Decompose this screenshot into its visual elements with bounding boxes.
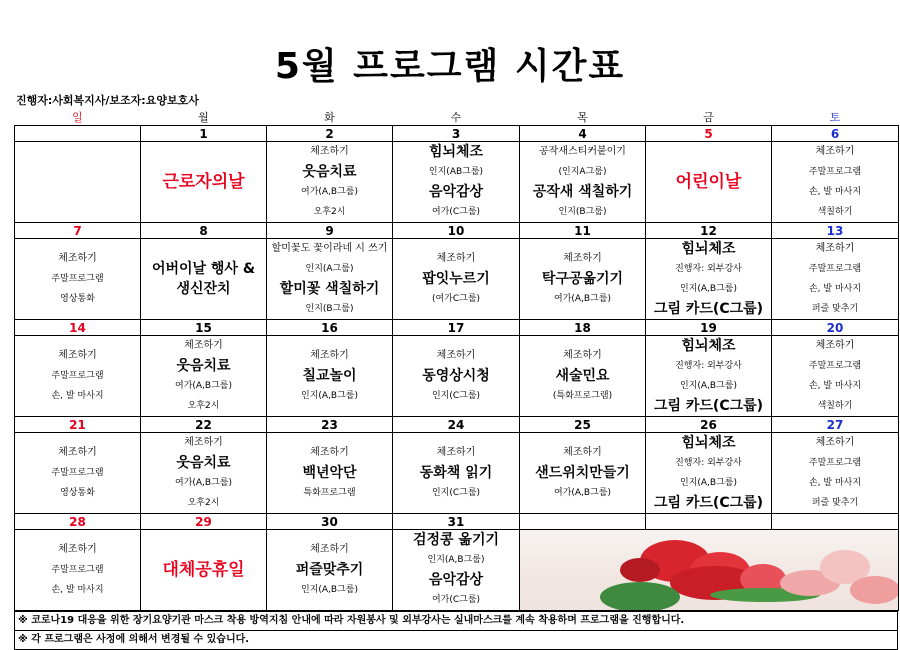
program-cell <box>393 336 520 417</box>
program-cell <box>646 433 772 514</box>
program-cell <box>520 433 646 514</box>
staff-line: 진행자:사회복지사/보조자:요양보호사 <box>16 94 199 107</box>
weekday-thu: 목 <box>520 109 646 126</box>
program-cell <box>141 433 267 514</box>
program-line: 인지(A,B그룹) <box>301 391 358 401</box>
program-line: 체조하기 <box>815 340 855 351</box>
date-number: 22 <box>141 417 267 433</box>
program-line: 주말프로그램 <box>808 264 862 274</box>
program-cell <box>267 530 393 611</box>
program-cell <box>15 530 141 611</box>
program-line: 오후2시 <box>187 401 220 411</box>
program-line: 여가(A,B그룹) <box>301 187 358 197</box>
date-number: 15 <box>141 320 267 336</box>
program-line: (특화프로그램) <box>552 391 613 401</box>
program-cell <box>15 433 141 514</box>
program-cell <box>141 530 267 611</box>
weekday-mon: 월 <box>141 109 267 126</box>
program-line: 음악감상 <box>428 184 484 200</box>
note-2: ※ 각 프로그램은 사정에 의해서 변경될 수 있습니다. <box>14 631 898 650</box>
program-line: 인지(B그룹) <box>558 207 607 217</box>
program-line: 체조하기 <box>310 447 349 458</box>
program-cell <box>393 433 520 514</box>
program-line: 주말프로그램 <box>808 167 862 177</box>
program-line: 손, 발 마사지 <box>808 187 862 197</box>
program-line: 인지(A,B그룹) <box>680 284 737 294</box>
date-number: 29 <box>141 514 267 530</box>
date-number: 30 <box>267 514 393 530</box>
weekday-sun: 일 <box>15 109 141 126</box>
program-line: 퍼즐 맞추기 <box>811 304 859 314</box>
program-line: 여가(A,B그룹) <box>175 478 232 488</box>
program-line: 인지(A,B그룹) <box>301 585 358 595</box>
program-line: 주말프로그램 <box>51 565 104 575</box>
program-line: 인지(A,B그룹) <box>427 555 485 565</box>
program-line: 힘뇌체조 <box>681 338 736 354</box>
program-line: 체조하기 <box>184 340 223 351</box>
program-line: 퍼즐맞추기 <box>295 562 364 578</box>
program-line: 주말프로그램 <box>51 468 104 478</box>
program-line: 특화프로그램 <box>303 488 356 498</box>
holiday-label: 대체공휴일 <box>162 560 245 580</box>
program-line: 손, 발 마사지 <box>51 585 104 595</box>
flower-petal <box>620 558 660 582</box>
date-number: 5 <box>646 126 772 142</box>
weekday-tue: 화 <box>267 109 393 126</box>
program-line: 체조하기 <box>310 544 349 555</box>
date-number: 2 <box>267 126 393 142</box>
date-number <box>520 514 646 530</box>
program-line: 진행자: 외부강사 <box>675 458 742 468</box>
program-line: 생신잔치 <box>176 281 231 297</box>
program-line: 손, 발 마사지 <box>808 381 862 391</box>
date-number: 21 <box>15 417 141 433</box>
page-title: 5월 프로그램 시간표 <box>274 46 626 87</box>
program-line: 여가(A,B그룹) <box>175 381 232 391</box>
date-number: 25 <box>520 417 646 433</box>
program-cell <box>141 239 267 320</box>
date-number: 7 <box>15 223 141 239</box>
program-line: 여가(C그룹) <box>431 595 481 605</box>
program-line: 인지(C그룹) <box>431 391 481 401</box>
program-line: 할미꽃 색칠하기 <box>279 281 380 297</box>
date-number: 28 <box>15 514 141 530</box>
program-line: 팝잇누르기 <box>422 271 490 287</box>
date-row <box>15 417 899 433</box>
program-line: 인지(A,B그룹) <box>680 381 737 391</box>
program-line: 영상통화 <box>60 488 95 498</box>
program-line: 체조하기 <box>58 350 97 361</box>
program-line: 그림 카드(C그룹) <box>653 398 764 414</box>
date-number: 14 <box>15 320 141 336</box>
program-line: 인지(A그룹) <box>305 264 354 274</box>
program-cell <box>646 142 772 223</box>
program-line: 그림 카드(C그룹) <box>653 301 764 317</box>
program-line: 웃음치료 <box>302 164 357 180</box>
program-line: 체조하기 <box>58 253 97 264</box>
program-line: 퍼즐 맞추기 <box>811 498 859 508</box>
program-row <box>15 239 899 320</box>
program-cell <box>772 142 899 223</box>
notes <box>14 611 898 650</box>
program-line: 영상통화 <box>60 294 95 304</box>
program-line: 주말프로그램 <box>808 361 862 371</box>
program-line: 체조하기 <box>815 437 855 448</box>
program-cell <box>393 530 520 611</box>
program-line: 체조하기 <box>58 544 97 555</box>
program-line: 샌드위치만들기 <box>535 465 630 481</box>
program-line: 공작새 색칠하기 <box>532 184 633 200</box>
date-number: 9 <box>267 223 393 239</box>
date-number: 4 <box>520 126 646 142</box>
program-line: 백년악단 <box>302 465 357 481</box>
program-cell <box>15 142 141 223</box>
program-line: 인지(B그룹) <box>305 304 354 314</box>
date-number: 17 <box>393 320 520 336</box>
program-cell <box>772 239 899 320</box>
date-number: 20 <box>772 320 899 336</box>
program-cell <box>267 336 393 417</box>
program-line: 손, 발 마사지 <box>808 478 862 488</box>
program-line: 음악감상 <box>428 572 484 588</box>
program-line: 체조하기 <box>310 146 349 157</box>
program-line: (여가C그룹) <box>431 294 481 304</box>
date-number: 23 <box>267 417 393 433</box>
carnation-flowers-image <box>520 530 898 610</box>
schedule-table <box>14 109 899 611</box>
program-line: 동영상시청 <box>422 368 490 384</box>
program-line: 칠교놀이 <box>302 368 357 384</box>
program-line: 웃음치료 <box>176 358 231 374</box>
holiday-label: 근로자의날 <box>162 172 245 192</box>
weekday-sat: 토 <box>772 109 899 126</box>
date-row <box>15 514 899 530</box>
program-line: 체조하기 <box>563 447 602 458</box>
program-line: 힘뇌체조 <box>681 435 736 451</box>
program-line: 체조하기 <box>436 350 476 361</box>
program-line: 힘뇌체조 <box>428 144 484 160</box>
program-line: 체조하기 <box>436 447 476 458</box>
program-line: 인지(AB그룹) <box>428 167 484 177</box>
program-line: 힘뇌체조 <box>681 241 736 257</box>
program-line: 탁구공옮기기 <box>541 271 624 287</box>
program-row <box>15 142 899 223</box>
program-cell <box>520 336 646 417</box>
date-number: 31 <box>393 514 520 530</box>
date-number: 8 <box>141 223 267 239</box>
program-line: 할미꽃도 꽃이라네 시 쓰기 <box>271 243 388 254</box>
date-number: 19 <box>646 320 772 336</box>
program-cell <box>141 336 267 417</box>
program-line: (인지A그룹) <box>558 167 607 177</box>
program-line: 주말프로그램 <box>51 274 104 284</box>
program-line: 검정콩 옮기기 <box>412 532 500 548</box>
date-number: 13 <box>772 223 899 239</box>
program-line: 그림 카드(C그룹) <box>653 495 764 511</box>
program-line: 여가(A,B그룹) <box>554 488 611 498</box>
weekday-wed: 수 <box>393 109 520 126</box>
program-line: 체조하기 <box>815 146 855 157</box>
program-line: 오후2시 <box>313 207 346 217</box>
date-number: 16 <box>267 320 393 336</box>
date-number: 6 <box>772 126 899 142</box>
program-cell <box>772 433 899 514</box>
date-number <box>15 126 141 142</box>
program-cell <box>520 530 899 611</box>
program-cell <box>393 142 520 223</box>
program-cell <box>772 336 899 417</box>
date-row <box>15 223 899 239</box>
date-number: 27 <box>772 417 899 433</box>
weekday-header-row <box>15 109 899 126</box>
program-line: 여가(C그룹) <box>431 207 481 217</box>
note-1: ※ 코로나19 대응을 위한 장기요양기관 마스크 착용 방역지침 안내에 따라 자원봉사 및 외부강사는 실내마스크를 계속 착용하며 프로그램을 진행합니다. <box>14 611 898 631</box>
program-line: 주말프로그램 <box>51 371 104 381</box>
program-line: 공작새스티커붙이기 <box>539 146 626 157</box>
program-line: 인지(A,B그룹) <box>680 478 737 488</box>
holiday-label: 어린이날 <box>675 172 742 192</box>
program-line: 진행자: 외부강사 <box>675 361 742 371</box>
program-line: 체조하기 <box>310 350 349 361</box>
program-line: 진행자: 외부강사 <box>675 264 742 274</box>
date-number: 12 <box>646 223 772 239</box>
flower-petal <box>600 582 680 610</box>
program-line: 여가(A,B그룹) <box>554 294 611 304</box>
date-row <box>15 126 899 142</box>
date-number: 11 <box>520 223 646 239</box>
program-cell <box>267 142 393 223</box>
date-number <box>646 514 772 530</box>
date-row <box>15 320 899 336</box>
program-cell <box>646 336 772 417</box>
program-cell <box>520 142 646 223</box>
program-line: 체조하기 <box>184 437 223 448</box>
program-cell <box>267 433 393 514</box>
program-line: 동화책 읽기 <box>419 465 493 481</box>
program-cell <box>646 239 772 320</box>
weekday-fri: 금 <box>646 109 772 126</box>
program-cell <box>15 336 141 417</box>
program-line: 체조하기 <box>815 243 855 254</box>
program-line: 오후2시 <box>187 498 220 508</box>
date-number: 26 <box>646 417 772 433</box>
program-line: 새술민요 <box>555 368 610 384</box>
date-number: 1 <box>141 126 267 142</box>
program-line: 체조하기 <box>58 447 97 458</box>
program-line: 웃음치료 <box>176 455 231 471</box>
program-row <box>15 530 899 611</box>
program-cell <box>267 239 393 320</box>
date-number: 10 <box>393 223 520 239</box>
program-line: 손, 발 마사지 <box>808 284 862 294</box>
program-line: 색칠하기 <box>817 207 853 217</box>
program-line: 인지(C그룹) <box>431 488 481 498</box>
program-line: 체조하기 <box>563 350 602 361</box>
program-line: 색칠하기 <box>817 401 853 411</box>
program-line: 체조하기 <box>563 253 602 264</box>
program-cell <box>141 142 267 223</box>
program-cell <box>393 239 520 320</box>
program-line: 체조하기 <box>436 253 476 264</box>
program-cell <box>520 239 646 320</box>
date-number: 3 <box>393 126 520 142</box>
program-row <box>15 433 899 514</box>
program-row <box>15 336 899 417</box>
date-number <box>772 514 899 530</box>
date-number: 18 <box>520 320 646 336</box>
flower-petal <box>850 576 898 604</box>
program-line: 손, 발 마사지 <box>51 391 104 401</box>
program-line: 어버이날 행사 & <box>151 261 256 277</box>
program-line: 주말프로그램 <box>808 458 862 468</box>
program-cell <box>15 239 141 320</box>
date-number: 24 <box>393 417 520 433</box>
